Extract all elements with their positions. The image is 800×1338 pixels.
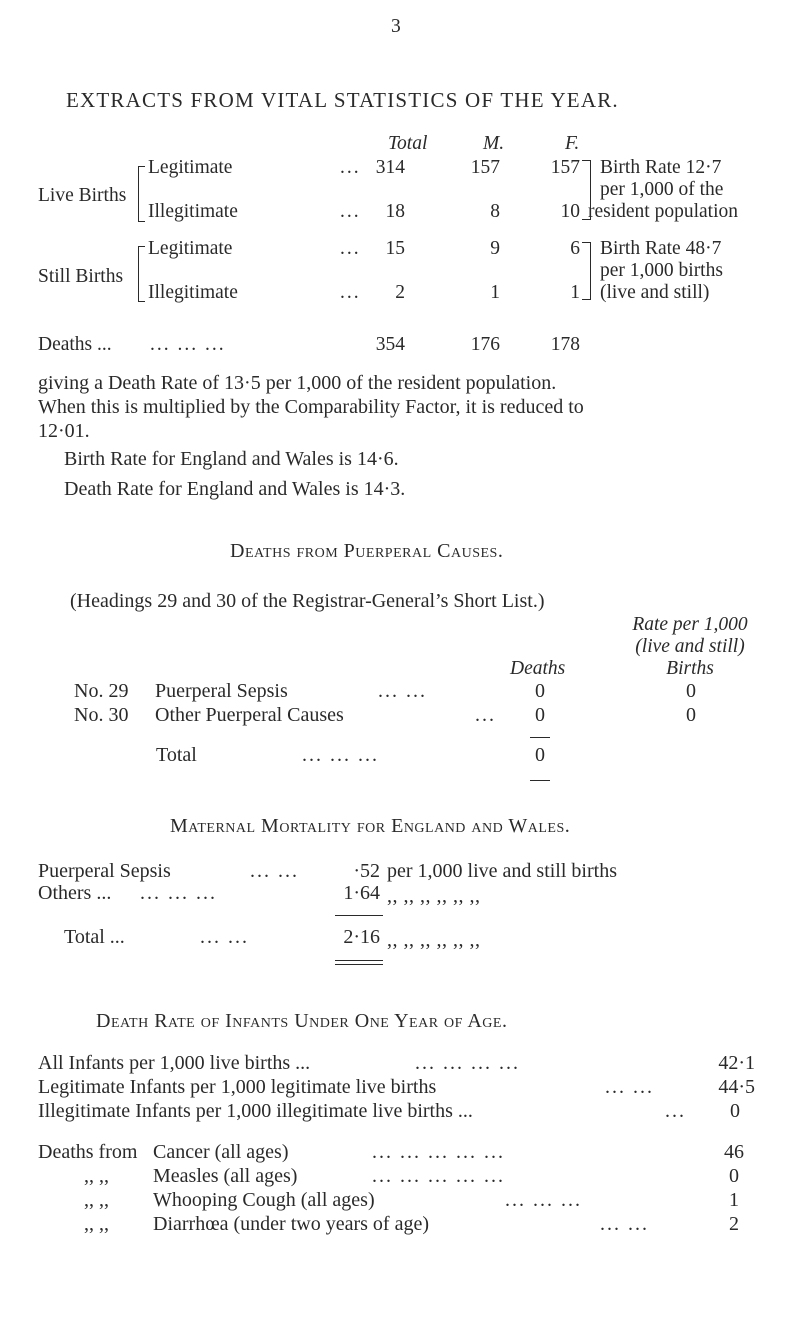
page-number: 3 bbox=[391, 16, 401, 37]
live-births-brace bbox=[138, 166, 145, 222]
paragraph-line-1: giving a Death Rate of 13·5 per 1,000 of the resident population. bbox=[38, 372, 557, 394]
cause-1-value: 46 bbox=[724, 1141, 744, 1163]
maternal-row-1-label: Puerperal Sepsis bbox=[38, 860, 171, 882]
row-29-no: No. 29 bbox=[74, 680, 129, 702]
cause-3-label: Whooping Cough (all ages) bbox=[153, 1189, 375, 1211]
cause-1-prefix: Deaths from bbox=[38, 1141, 138, 1163]
still-note-line-3: (live and still) bbox=[600, 282, 710, 303]
col-header-m: M. bbox=[483, 133, 505, 154]
live-illegit-f: 10 bbox=[560, 201, 580, 222]
paragraph-line-5: Death Rate for England and Wales is 14·3. bbox=[64, 478, 406, 500]
col-header-f: F. bbox=[565, 133, 580, 154]
maternal-row-2-label: Others ... bbox=[38, 882, 112, 904]
cause-1-dots: ... ... ... ... ... bbox=[372, 1141, 505, 1163]
row-30-dots: ... bbox=[475, 704, 496, 726]
row-29-label: Puerperal Sepsis bbox=[155, 680, 288, 702]
still-legit-label: Legitimate bbox=[148, 238, 233, 259]
cause-1-label: Cancer (all ages) bbox=[153, 1141, 289, 1163]
live-illegit-label: Illegitimate bbox=[148, 201, 238, 222]
puerperal-heading: Deaths from Puerperal Causes. bbox=[230, 540, 504, 562]
maternal-row-2-dots: ... ... ... bbox=[140, 882, 217, 904]
row-30-label: Other Puerperal Causes bbox=[155, 704, 344, 726]
live-illegit-m: 8 bbox=[490, 201, 500, 222]
maternal-total-rule-bottom-1 bbox=[335, 960, 383, 961]
paragraph-line-3: 12·01. bbox=[38, 420, 90, 442]
deaths-f: 178 bbox=[550, 334, 580, 355]
infant-row-1-value: 42·1 bbox=[718, 1052, 755, 1074]
maternal-row-1-dots: ... ... bbox=[250, 860, 299, 882]
row-30-rate: 0 bbox=[686, 704, 696, 726]
cause-2-prefix: ,, ,, bbox=[84, 1165, 109, 1187]
total-rule-top bbox=[530, 737, 550, 738]
cause-3-value: 1 bbox=[729, 1189, 739, 1211]
deaths-dots: ... ... ... bbox=[150, 334, 226, 355]
maternal-total-ditto: ,, ,, ,, ,, ,, ,, bbox=[387, 929, 481, 951]
infant-row-2-value: 44·5 bbox=[718, 1076, 755, 1098]
row-29-deaths: 0 bbox=[535, 680, 545, 702]
still-legit-dots: ... bbox=[340, 238, 361, 259]
maternal-total-rule-top bbox=[335, 915, 383, 916]
still-legit-m: 9 bbox=[490, 238, 500, 259]
maternal-heading: Maternal Mortality for England and Wales. bbox=[170, 815, 571, 837]
live-legit-m: 157 bbox=[470, 157, 500, 178]
infant-row-3-value: 0 bbox=[730, 1100, 740, 1122]
live-legit-f: 157 bbox=[550, 157, 580, 178]
maternal-row-2-ditto: ,, ,, ,, ,, ,, ,, bbox=[387, 885, 481, 907]
still-illegit-label: Illegitimate bbox=[148, 282, 238, 303]
infant-heading: Death Rate of Infants Under One Year of Age. bbox=[96, 1010, 508, 1032]
live-births-label: Live Births bbox=[38, 185, 127, 206]
live-birth-rate-note bbox=[588, 157, 739, 223]
cause-3-dots: ... ... ... bbox=[505, 1189, 582, 1211]
maternal-total-rule-bottom-2 bbox=[335, 964, 383, 965]
total-rule-bottom bbox=[530, 780, 550, 781]
row-29-dots: ... ... bbox=[378, 680, 427, 702]
still-legit-f: 6 bbox=[570, 238, 580, 259]
maternal-total-label: Total ... bbox=[64, 926, 125, 948]
live-legit-dots: ... bbox=[340, 157, 361, 178]
col-header-total: Total bbox=[388, 133, 428, 154]
still-births-label: Still Births bbox=[38, 266, 124, 287]
live-illegit-total: 18 bbox=[385, 201, 405, 222]
live-legit-label: Legitimate bbox=[148, 157, 233, 178]
infant-row-2-dots: ... ... bbox=[605, 1076, 654, 1098]
deaths-label: Deaths ... bbox=[38, 334, 112, 355]
infant-row-1-label: All Infants per 1,000 live births ... bbox=[38, 1052, 311, 1074]
rate-header-line-3: Births bbox=[666, 658, 714, 679]
maternal-row-1-value: ·52 bbox=[353, 860, 380, 882]
infant-row-3-dots: ... bbox=[665, 1100, 686, 1122]
deaths-total: 354 bbox=[375, 334, 405, 355]
cause-4-prefix: ,, ,, bbox=[84, 1213, 109, 1235]
live-note-line-1: Birth Rate 12·7 bbox=[600, 157, 722, 178]
still-birth-rate-note bbox=[600, 238, 723, 304]
rate-header bbox=[620, 614, 760, 680]
infant-row-3-label: Illegitimate Infants per 1,000 illegitimate live births ... bbox=[38, 1100, 473, 1122]
still-births-brace bbox=[138, 246, 145, 302]
puerperal-total-dots: ... ... ... bbox=[302, 744, 379, 766]
row-29-rate: 0 bbox=[686, 680, 696, 702]
deaths-m: 176 bbox=[470, 334, 500, 355]
still-illegit-dots: ... bbox=[340, 282, 361, 303]
still-legit-total: 15 bbox=[385, 238, 405, 259]
live-legit-total: 314 bbox=[375, 157, 405, 178]
still-note-line-2: per 1,000 births bbox=[600, 260, 723, 281]
infant-row-2-label: Legitimate Infants per 1,000 legitimate live births bbox=[38, 1076, 437, 1098]
still-note-line-1: Birth Rate 48·7 bbox=[600, 238, 722, 259]
still-illegit-total: 2 bbox=[395, 282, 405, 303]
live-note-line-2: per 1,000 of the bbox=[600, 179, 724, 200]
maternal-total-dots: ... ... bbox=[200, 926, 249, 948]
paragraph-line-2: When this is multiplied by the Comparability Factor, it is reduced to bbox=[38, 396, 584, 418]
maternal-total-value: 2·16 bbox=[343, 926, 380, 948]
page-title: EXTRACTS FROM VITAL STATISTICS OF THE YEAR. bbox=[66, 88, 619, 112]
cause-3-prefix: ,, ,, bbox=[84, 1189, 109, 1211]
deaths-header: Deaths bbox=[510, 658, 566, 679]
row-30-deaths: 0 bbox=[535, 704, 545, 726]
still-births-right-brace bbox=[582, 242, 591, 300]
still-illegit-f: 1 bbox=[570, 282, 580, 303]
cause-2-dots: ... ... ... ... ... bbox=[372, 1165, 505, 1187]
cause-4-value: 2 bbox=[729, 1213, 739, 1235]
cause-2-value: 0 bbox=[729, 1165, 739, 1187]
still-illegit-m: 1 bbox=[490, 282, 500, 303]
maternal-row-2-value: 1·64 bbox=[343, 882, 380, 904]
infant-row-1-dots: ... ... ... ... bbox=[415, 1052, 520, 1074]
cause-4-label: Diarrhœa (under two years of age) bbox=[153, 1213, 429, 1235]
puerperal-subheading: (Headings 29 and 30 of the Registrar-General’s Short List.) bbox=[70, 590, 545, 612]
puerperal-total-deaths: 0 bbox=[535, 744, 545, 766]
maternal-row-1-text: per 1,000 live and still births bbox=[387, 860, 617, 882]
live-note-line-3: resident population bbox=[588, 201, 739, 222]
cause-4-dots: ... ... bbox=[600, 1213, 649, 1235]
paragraph-line-4: Birth Rate for England and Wales is 14·6. bbox=[64, 448, 399, 470]
row-30-no: No. 30 bbox=[74, 704, 129, 726]
puerperal-total-label: Total bbox=[156, 744, 197, 766]
live-illegit-dots: ... bbox=[340, 201, 361, 222]
rate-header-line-2: (live and still) bbox=[635, 636, 745, 657]
rate-header-line-1: Rate per 1,000 bbox=[632, 614, 748, 635]
cause-2-label: Measles (all ages) bbox=[153, 1165, 298, 1187]
